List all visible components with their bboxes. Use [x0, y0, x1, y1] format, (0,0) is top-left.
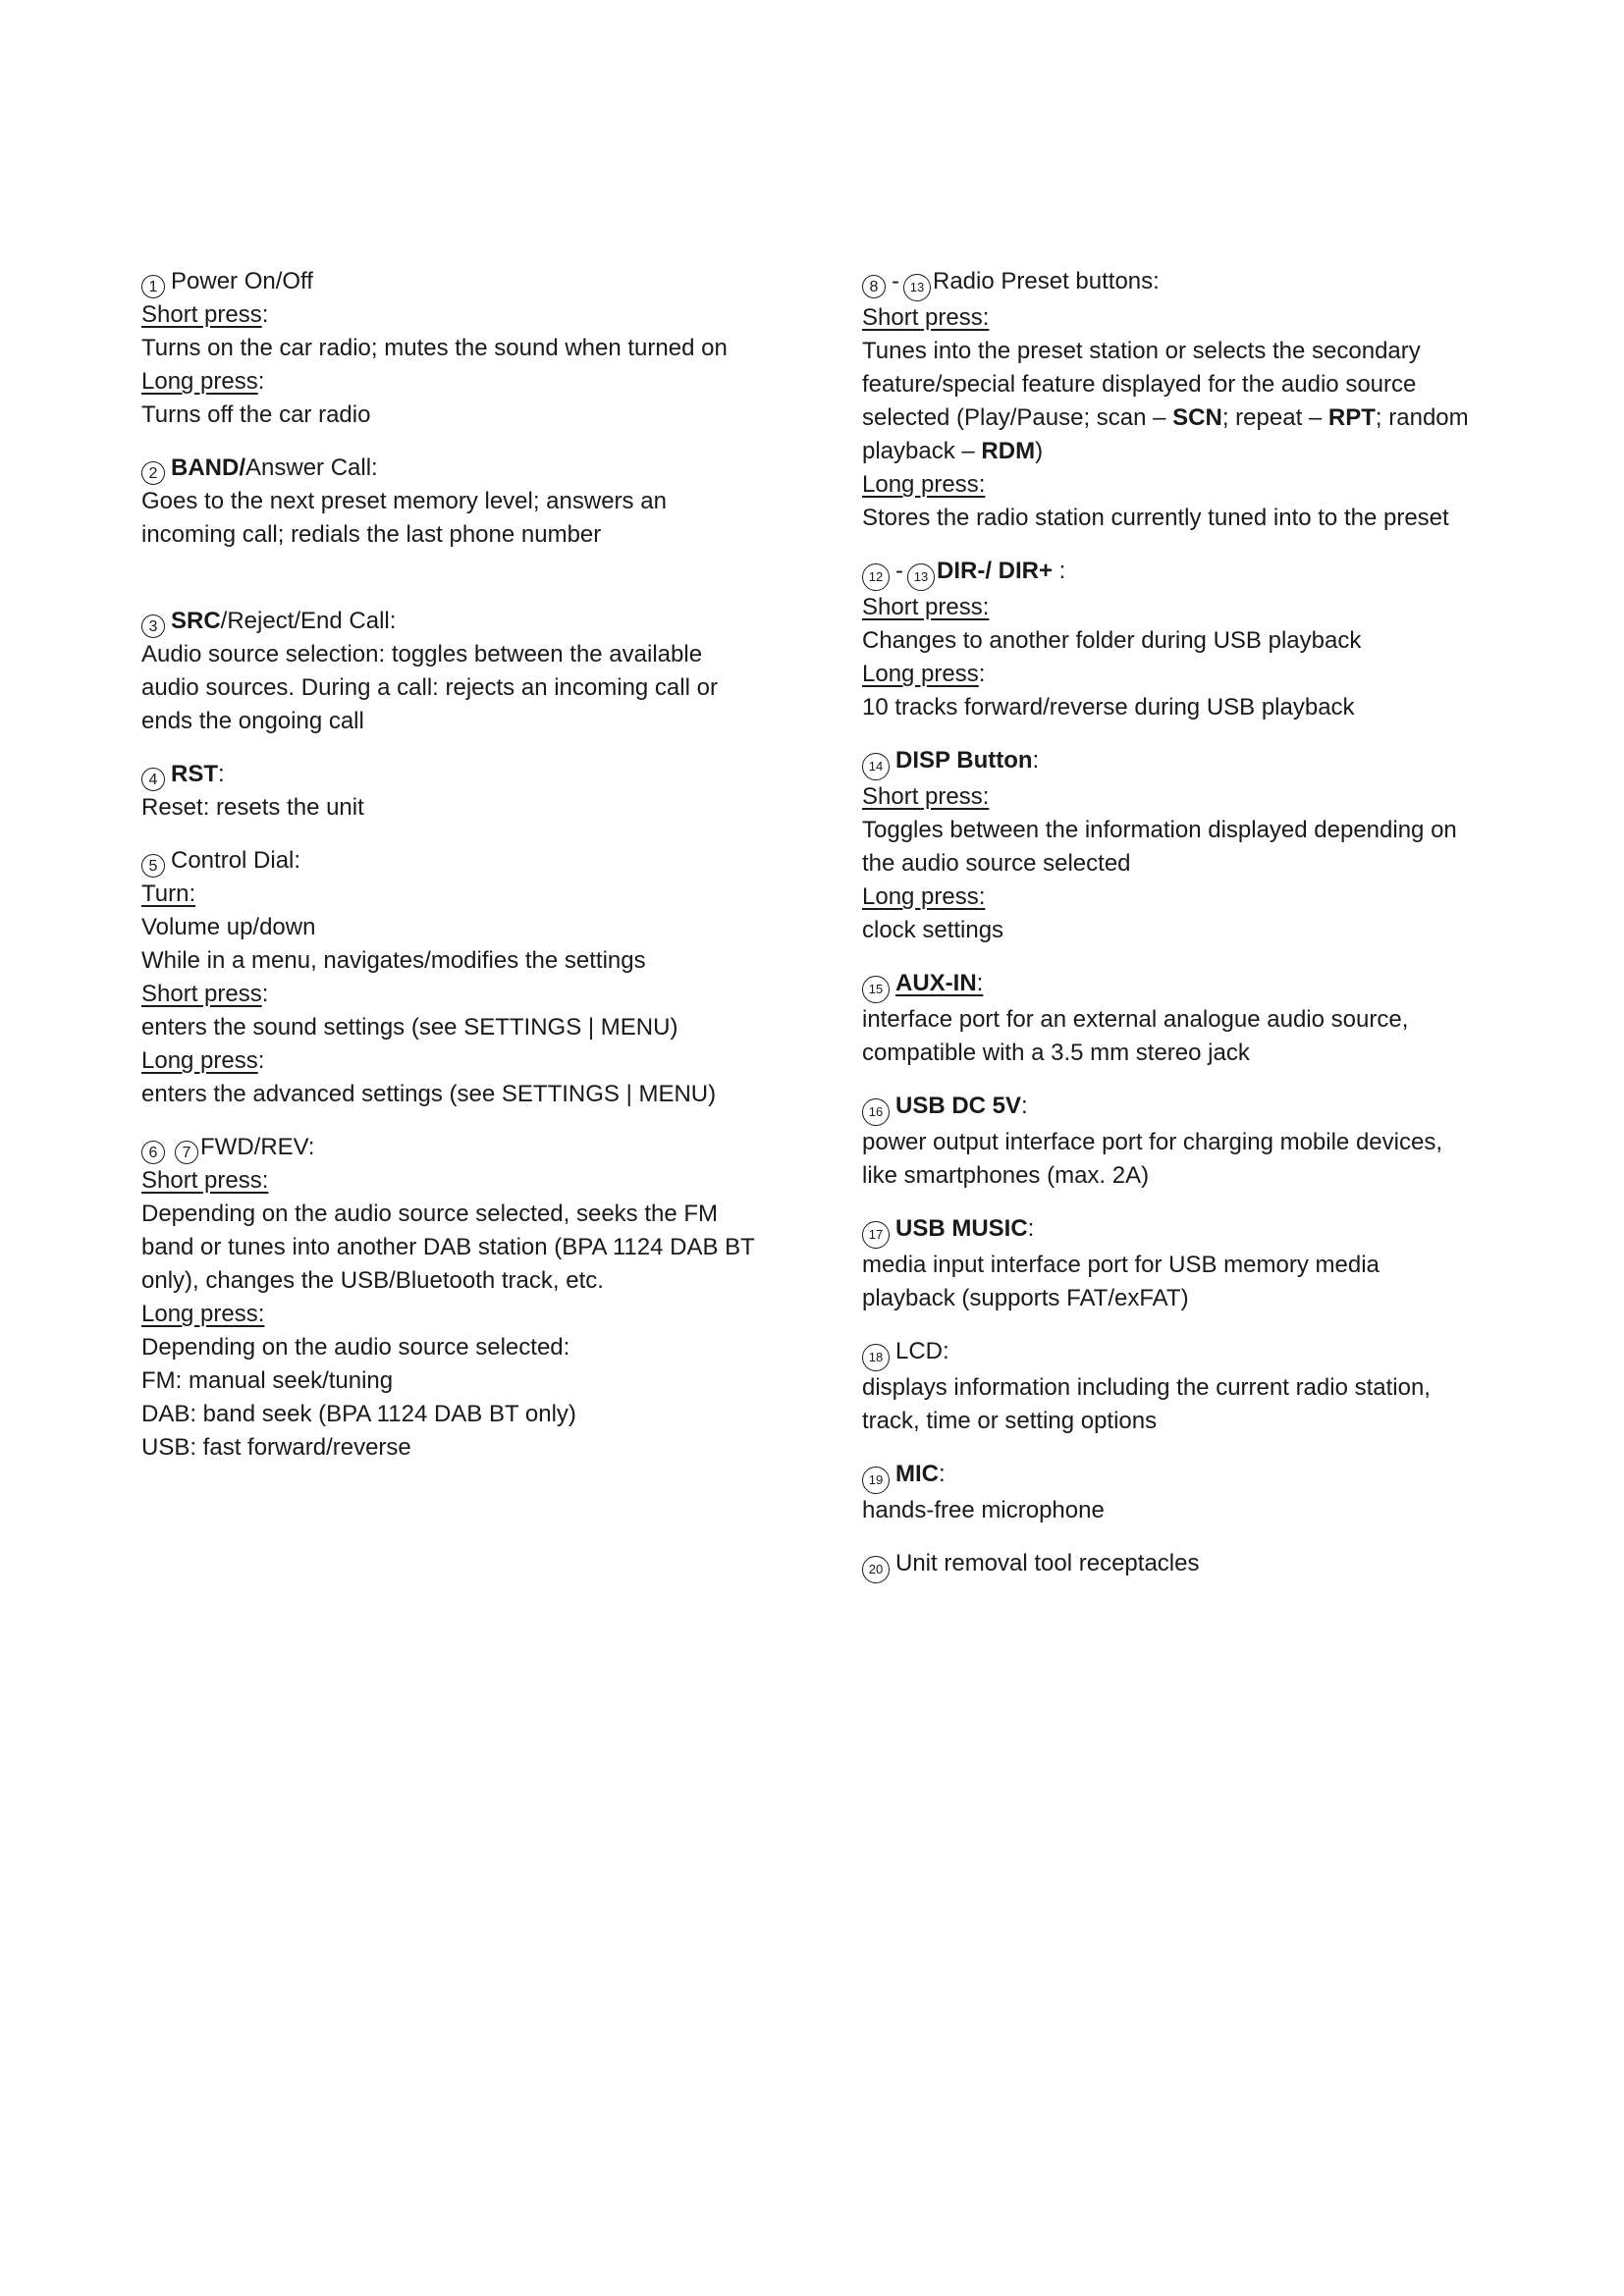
- callout-number: 7: [175, 1141, 198, 1164]
- callout-number: 6: [141, 1141, 165, 1164]
- callout-number: 1: [141, 275, 165, 298]
- item-usb-dc: 16 USB DC 5V: power output interface port for charging mobile devices, like smartphones (max. 2A): [862, 1090, 1510, 1193]
- short-press-label: Short press: [141, 981, 262, 1007]
- callout-number: 20: [862, 1556, 890, 1583]
- item-removal-tool-title: 20 Unit removal tool receptacles: [862, 1547, 1510, 1583]
- short-press-label: Short press:: [862, 594, 990, 620]
- item-power-short-text: Turns on the car radio; mutes the sound when turned on: [141, 335, 728, 361]
- callout-number: 5: [141, 854, 165, 878]
- item-fwd-rev-title: 6 7 FWD/REV:: [141, 1131, 770, 1164]
- item-band-title: 2 BAND/Answer Call:: [141, 452, 770, 485]
- short-press-label: Short press:: [862, 783, 990, 810]
- item-aux-in-title: 15 AUX-IN:: [862, 967, 1510, 1003]
- item-mic: 19 MIC: hands-free microphone: [862, 1458, 1510, 1527]
- short-press-label: Short press:: [862, 304, 990, 331]
- item-usb-music: 17 USB MUSIC: media input interface port for USB memory media playback (supports FAT/exFAT): [862, 1212, 1510, 1315]
- callout-number: 15: [862, 976, 890, 1003]
- right-column: [862, 265, 1510, 1583]
- callout-number: 8: [862, 275, 886, 298]
- callout-number: 17: [862, 1221, 890, 1249]
- item-control-dial: 5 Control Dial: Turn: Volume up/down While in a menu, navigates/modifies the settings Short press: enters the sound settings (see SETTINGS | MENU) Long press: enters the advanced settings (see SETTINGS | MENU): [141, 844, 770, 1111]
- item-fwd-rev: 6 7 FWD/REV: Short press: Depending on the audio source selected, seeks the FM band or tunes into another DAB station (BPA 1124 DAB BT only), changes the USB/Bluetooth track, etc. Long press: Depending on the audio source selected: FM: manual seek/tuning DAB: band seek (BPA 1124 DAB BT only) USB: fast forward/reverse: [141, 1131, 770, 1465]
- callout-number: 16: [862, 1098, 890, 1126]
- callout-number: 12: [862, 563, 890, 591]
- item-band: 2 BAND/Answer Call: Goes to the next preset memory level; answers an incoming call; redials the last phone number: [141, 452, 770, 552]
- item-dir: 12 - 13 DIR-/ DIR+ : Short press: Changes to another folder during USB playback Long press: 10 tracks forward/reverse during USB playback: [862, 555, 1510, 724]
- left-column: [141, 265, 770, 1465]
- item-src-title: 3 SRC/Reject/End Call:: [141, 605, 770, 638]
- item-src: 3 SRC/Reject/End Call: Audio source selection: toggles between the available audio sources. During a call: rejects an incoming call or ends the ongoing call: [141, 605, 770, 738]
- item-disp: 14 DISP Button: Short press: Toggles between the information displayed depending on the audio source selected Long press: clock settings: [862, 744, 1510, 947]
- item-aux-in: 15 AUX-IN: interface port for an external analogue audio source, compatible with a 3.5 mm stereo jack: [862, 967, 1510, 1070]
- item-control-dial-title: 5 Control Dial:: [141, 844, 770, 878]
- long-press-label: Long press: [862, 661, 979, 687]
- callout-number: 4: [141, 768, 165, 791]
- item-removal-tool: [862, 1547, 1510, 1583]
- short-press-label: Short press:: [141, 1167, 269, 1194]
- callout-number: 19: [862, 1467, 890, 1494]
- item-usb-music-title: 17 USB MUSIC:: [862, 1212, 1510, 1249]
- item-radio-preset-title: 8 - 13 Radio Preset buttons:: [862, 265, 1510, 301]
- long-press-label: Long press: [141, 368, 258, 395]
- item-disp-title: 14 DISP Button:: [862, 744, 1510, 780]
- long-press-label: Long press: [141, 1047, 258, 1074]
- callout-number: 13: [903, 274, 931, 301]
- item-power: 1 Power On/Off Short press: Turns on the car radio; mutes the sound when turned on Long press: Turns off the car radio: [141, 265, 770, 432]
- item-rst-title: 4 RST:: [141, 758, 770, 791]
- callout-number: 2: [141, 461, 165, 485]
- item-power-title: 1 Power On/Off: [141, 265, 770, 298]
- callout-number: 3: [141, 614, 165, 638]
- item-lcd: 18 LCD: displays information including the current radio station, track, time or setting options: [862, 1335, 1510, 1438]
- item-mic-title: 19 MIC:: [862, 1458, 1510, 1494]
- callout-number: 14: [862, 753, 890, 780]
- turn-label: Turn:: [141, 881, 196, 907]
- item-power-long-text: Turns off the car radio: [141, 401, 371, 428]
- item-usb-dc-title: 16 USB DC 5V:: [862, 1090, 1510, 1126]
- long-press-label: Long press:: [862, 471, 986, 498]
- item-rst: 4 RST: Reset: resets the unit: [141, 758, 770, 825]
- item-lcd-title: 18 LCD:: [862, 1335, 1510, 1371]
- long-press-label: Long press:: [141, 1301, 265, 1327]
- item-radio-preset: 8 - 13 Radio Preset buttons: Short press: Tunes into the preset station or selects the secondary feature/special feature displayed for the audio source selected (Play/Pause; scan – SCN; repeat – RPT; random playback – RDM) Long press: Stores the radio station currently tuned into to the preset: [862, 265, 1510, 535]
- long-press-label: Long press:: [862, 883, 986, 910]
- callout-number: 13: [907, 563, 935, 591]
- callout-number: 18: [862, 1344, 890, 1371]
- short-press-label: Short press: [141, 301, 262, 328]
- item-dir-title: 12 - 13 DIR-/ DIR+ :: [862, 555, 1510, 591]
